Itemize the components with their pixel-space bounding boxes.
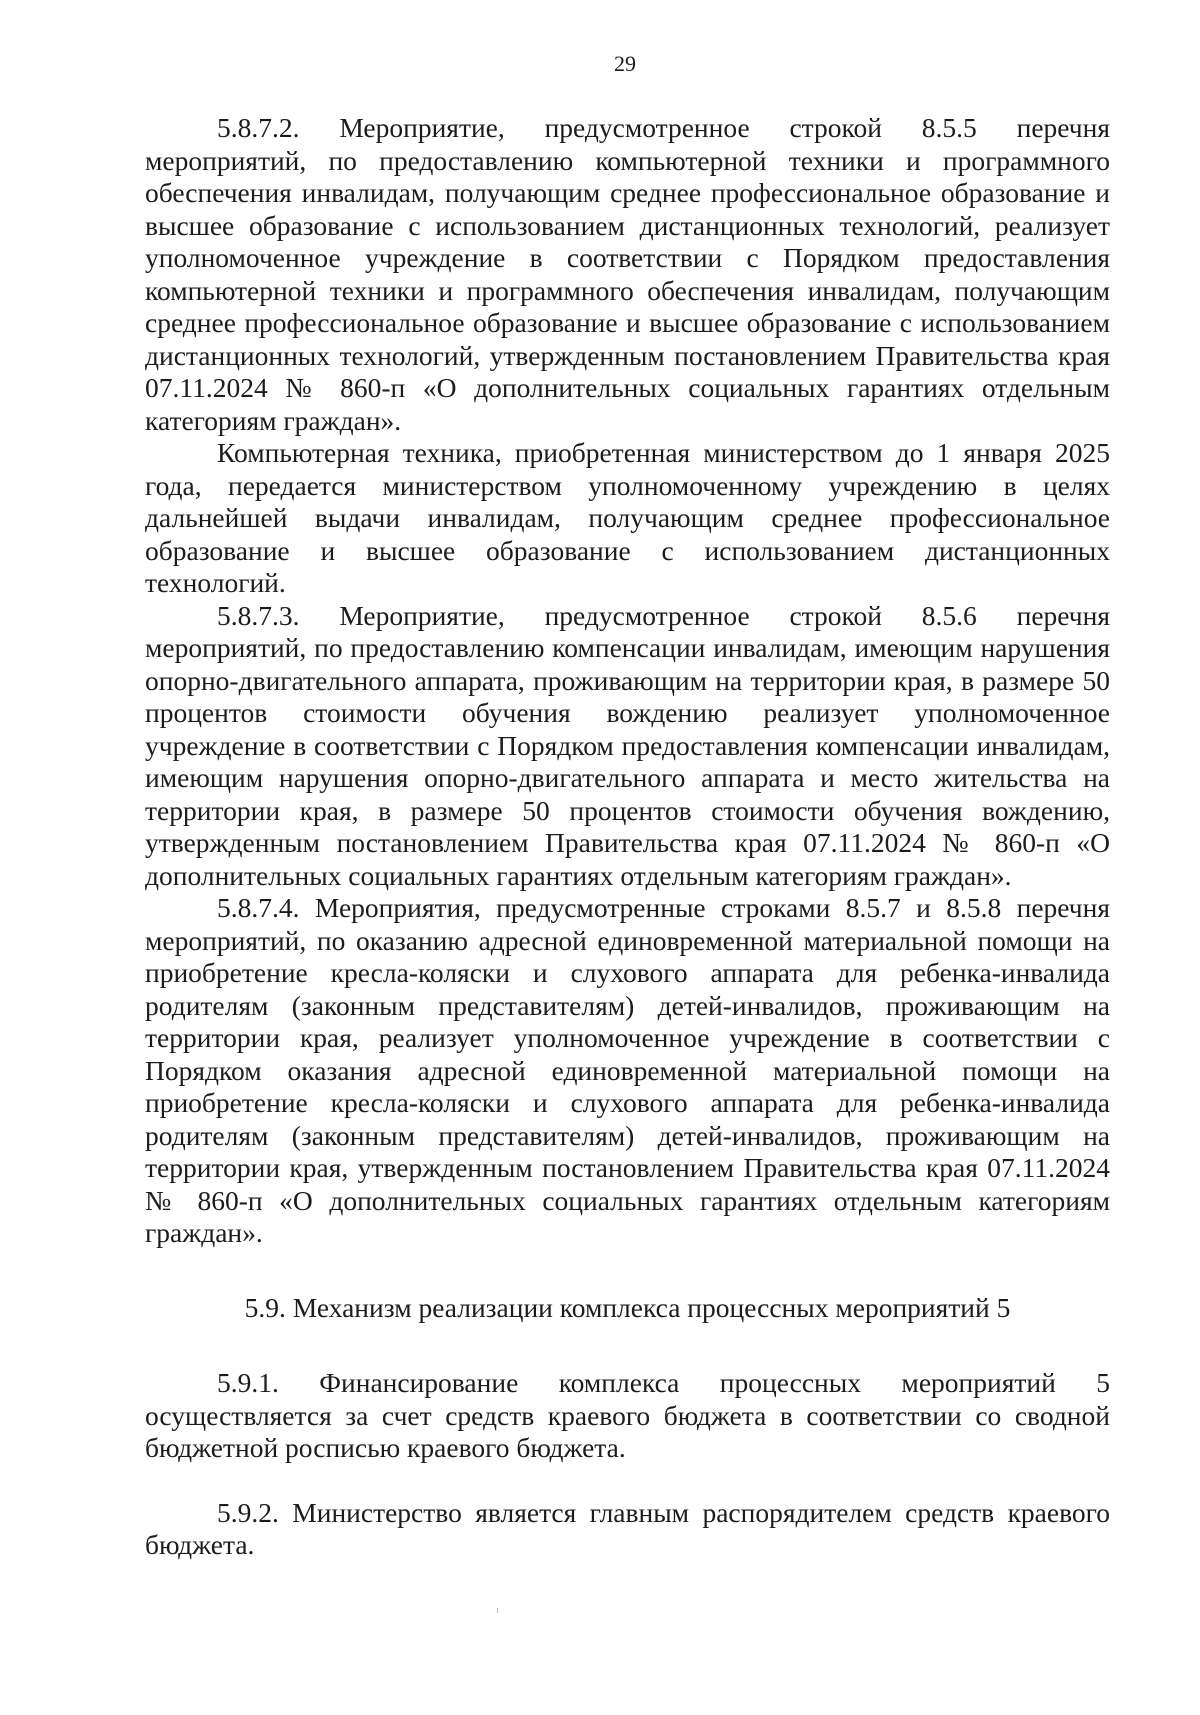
paragraph-5-8-7-2: 5.8.7.2. Мероприятие, предусмотренное строкой 8.5.5 перечня мероприятий, по предоставлению компьютерной техники и программного обеспечения инвалидам, получающим среднее профессиональное образование и высшее образование с использованием дистанционных технологий, реализует уполномоченное учреждение в соответствии с Порядком предоставления компьютерной техники и программного обеспечения инвалидам, получающим среднее профессиональное образование и высшее образование с использованием дистанционных технологий, утвержденным постановлением Правительства края 07.11.2024 № 860-п «О дополнительных социальных гарантиях отдельным категориям граждан». (145, 112, 1110, 436)
document-body (145, 112, 1110, 1562)
paragraph-5-8-7-3: 5.8.7.3. Мероприятие, предусмотренное строкой 8.5.6 перечня мероприятий, по предоставлению компенсации инвалидам, имеющим нарушения опорно-двигательного аппарата, проживающим на территории края, в размере 50 процентов стоимости обучения вождению реализует уполномоченное учреждение в соответствии с Порядком предоставления компенсации инвалидам, имеющим нарушения опорно-двигательного аппарата и место жительства на территории края, в размере 50 процентов стоимости обучения вождению, утвержденным постановлением Правительства края 07.11.2024 № 860-п «О дополнительных социальных гарантиях отдельным категориям граждан». (145, 599, 1110, 891)
paragraph-5-9-1: 5.9.1. Финансирование комплекса процессных мероприятий 5 осуществляется за счет средств краевого бюджета в соответствии со сводной бюджетной росписью краевого бюджета. (145, 1367, 1110, 1463)
paragraph-5-9-2: 5.9.2. Министерство является главным распорядителем средств краевого бюджета. (145, 1496, 1110, 1560)
page-number: 29 (614, 51, 636, 76)
section-heading-5-9: 5.9. Механизм реализации комплекса процессных мероприятий 5 (244, 1291, 1011, 1323)
paragraph-5-8-7-4: 5.8.7.4. Мероприятия, предусмотренные строками 8.5.7 и 8.5.8 перечня мероприятий, по оказанию адресной единовременной материальной помощи на приобретение кресла-коляски и слухового аппарата для ребенка-инвалида родителям (законным представителям) детей-инвалидов, проживающим на территории края, реализует уполномоченное учреждение в соответствии с Порядком оказания адресной единовременной материальной помощи на приобретение кресла-коляски и слухового аппарата для ребенка-инвалида родителям (законным представителям) детей-инвалидов, проживающим на территории края, утвержденным постановлением Правительства края 07.11.2024 № 860-п «О дополнительных социальных гарантиях отдельным категориям граждан». (145, 892, 1110, 1248)
paragraph-computer-equipment: Компьютерная техника, приобретенная министерством до 1 января 2025 года, передается министерством уполномоченному учреждению в целях дальнейшей выдачи инвалидам, получающим среднее профессиональное образование и высшее образование с использованием дистанционных технологий. (145, 437, 1110, 598)
scan-artifact (497, 1608, 498, 1613)
